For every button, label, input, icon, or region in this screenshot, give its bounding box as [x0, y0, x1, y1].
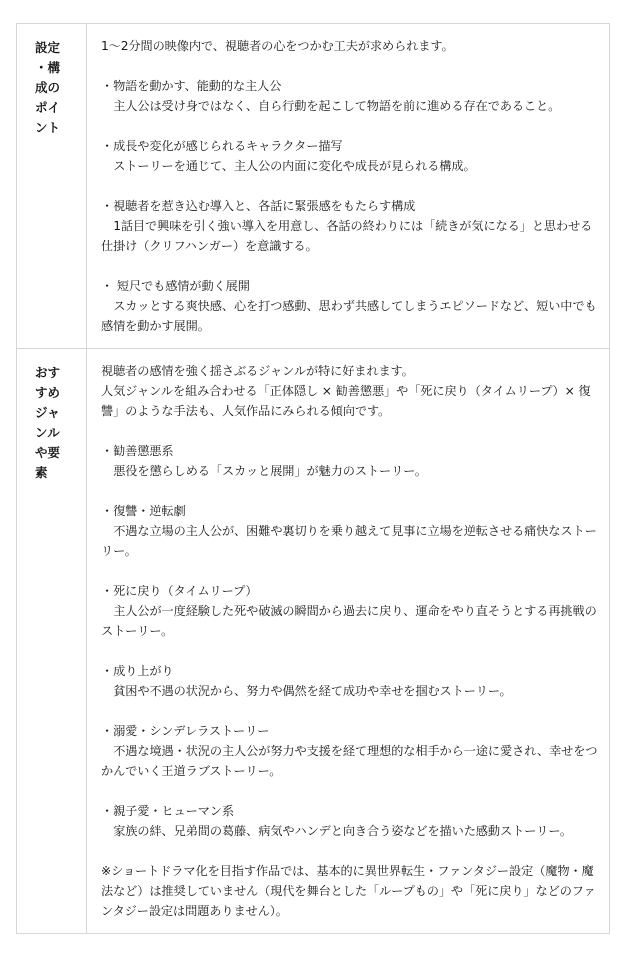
- item-detail: 1話目で興味を引く強い導入を用意し、各話の終わりには「続きが気になる」と思わせる仕掛け（クリフハンガー）を意識する。: [101, 219, 593, 253]
- item-detail: スカッとする爽快感、心を打つ感動、思わず共感してしまうエピソードなど、短い中でも感情を動かす展開。: [101, 299, 597, 333]
- row-label-line: 成の: [35, 80, 61, 95]
- footnote: ※ショートドラマ化を目指す作品では、基本的に異世界転生・ファンタジー設定（魔物・魔法など）は推奨していません（現代を舞台とした「ループもの」や「死に戻り」などのファンタジー設定は問題ありません）。: [101, 864, 596, 918]
- item-heading: ・勧善懲悪系: [101, 444, 174, 458]
- row-label-line: ジャ: [35, 405, 60, 420]
- item-detail: 不遇な立場の主人公が、困難や裏切りを乗り越えて見事に立場を逆転させる痛快なストーリー。: [101, 524, 597, 558]
- table-row: [17, 349, 610, 934]
- item-heading: ・視聴者を惹き込む導入と、各話に緊張感をもたらす構成: [101, 199, 416, 213]
- item-heading: ・復讐・逆転劇: [101, 504, 186, 518]
- row-label-line: ポイ: [35, 100, 61, 115]
- row-label-line: おす: [35, 365, 61, 380]
- item-detail: ストーリーを通じて、主人公の内面に変化や成長が見られる構成。: [113, 159, 476, 173]
- item-detail: 家族の絆、兄弟間の葛藤、病気やハンデと向き合う姿などを描いた感動ストーリー。: [113, 824, 573, 838]
- item-heading: ・成長や変化が感じられるキャラクター描写: [101, 139, 343, 153]
- item-heading: ・溺愛・シンデレラストーリー: [101, 724, 270, 738]
- intro-text: 1〜2分間の映像内で、視聴者の心をつかむ工夫が求められます。: [101, 39, 454, 53]
- item-detail: 貧困や不遇の状況から、努力や偶然を経て成功や幸せを掴むストーリー。: [113, 684, 512, 698]
- row-content: [87, 349, 610, 934]
- row-content: [87, 24, 610, 349]
- item-heading: ・成り上がり: [101, 664, 174, 678]
- item-detail: 悪役を懲らしめる「スカッと展開」が魅力のストーリー。: [113, 464, 427, 478]
- row-label-line: 素: [35, 465, 48, 480]
- row-label-line: ・構: [35, 60, 61, 75]
- row-label: [17, 24, 87, 349]
- item-detail: 主人公は受け身ではなく、自ら行動を起こして物語を前に進める存在であること。: [113, 99, 561, 113]
- row-label-line: ント: [35, 120, 61, 135]
- row-label-line: 設定: [35, 40, 61, 55]
- intro-text: 視聴者の感情を強く揺さぶるジャンルが特に好まれます。: [101, 364, 414, 378]
- item-detail: 不遇な境遇・状況の主人公が努力や支援を経て理想的な相手から一途に愛され、幸せをつかんでいく王道ラブストーリー。: [101, 744, 598, 778]
- item-heading: ・物語を動かす、能動的な主人公: [101, 79, 282, 93]
- intro-text: 人気ジャンルを組み合わせる「正体隠し × 勧善懲悪」や「死に戻り（タイムリープ）× 復讐」のような手法も、人気作品にみられる傾向です。: [101, 384, 591, 418]
- row-label-line: すめ: [35, 385, 61, 400]
- row-label-line: や要: [35, 445, 61, 460]
- item-heading: ・ 短尺でも感情が動く展開: [101, 279, 250, 293]
- row-label: [17, 349, 87, 934]
- item-heading: ・親子愛・ヒューマン系: [101, 804, 234, 818]
- item-heading: ・死に戻り（タイムリープ）: [101, 584, 258, 598]
- guideline-table: [16, 23, 610, 934]
- row-label-line: ンル: [35, 425, 60, 440]
- item-detail: 主人公が一度経験した死や破滅の瞬間から過去に戻り、運命をやり直そうとする再挑戦のストーリー。: [101, 604, 597, 638]
- table-row: [17, 24, 610, 349]
